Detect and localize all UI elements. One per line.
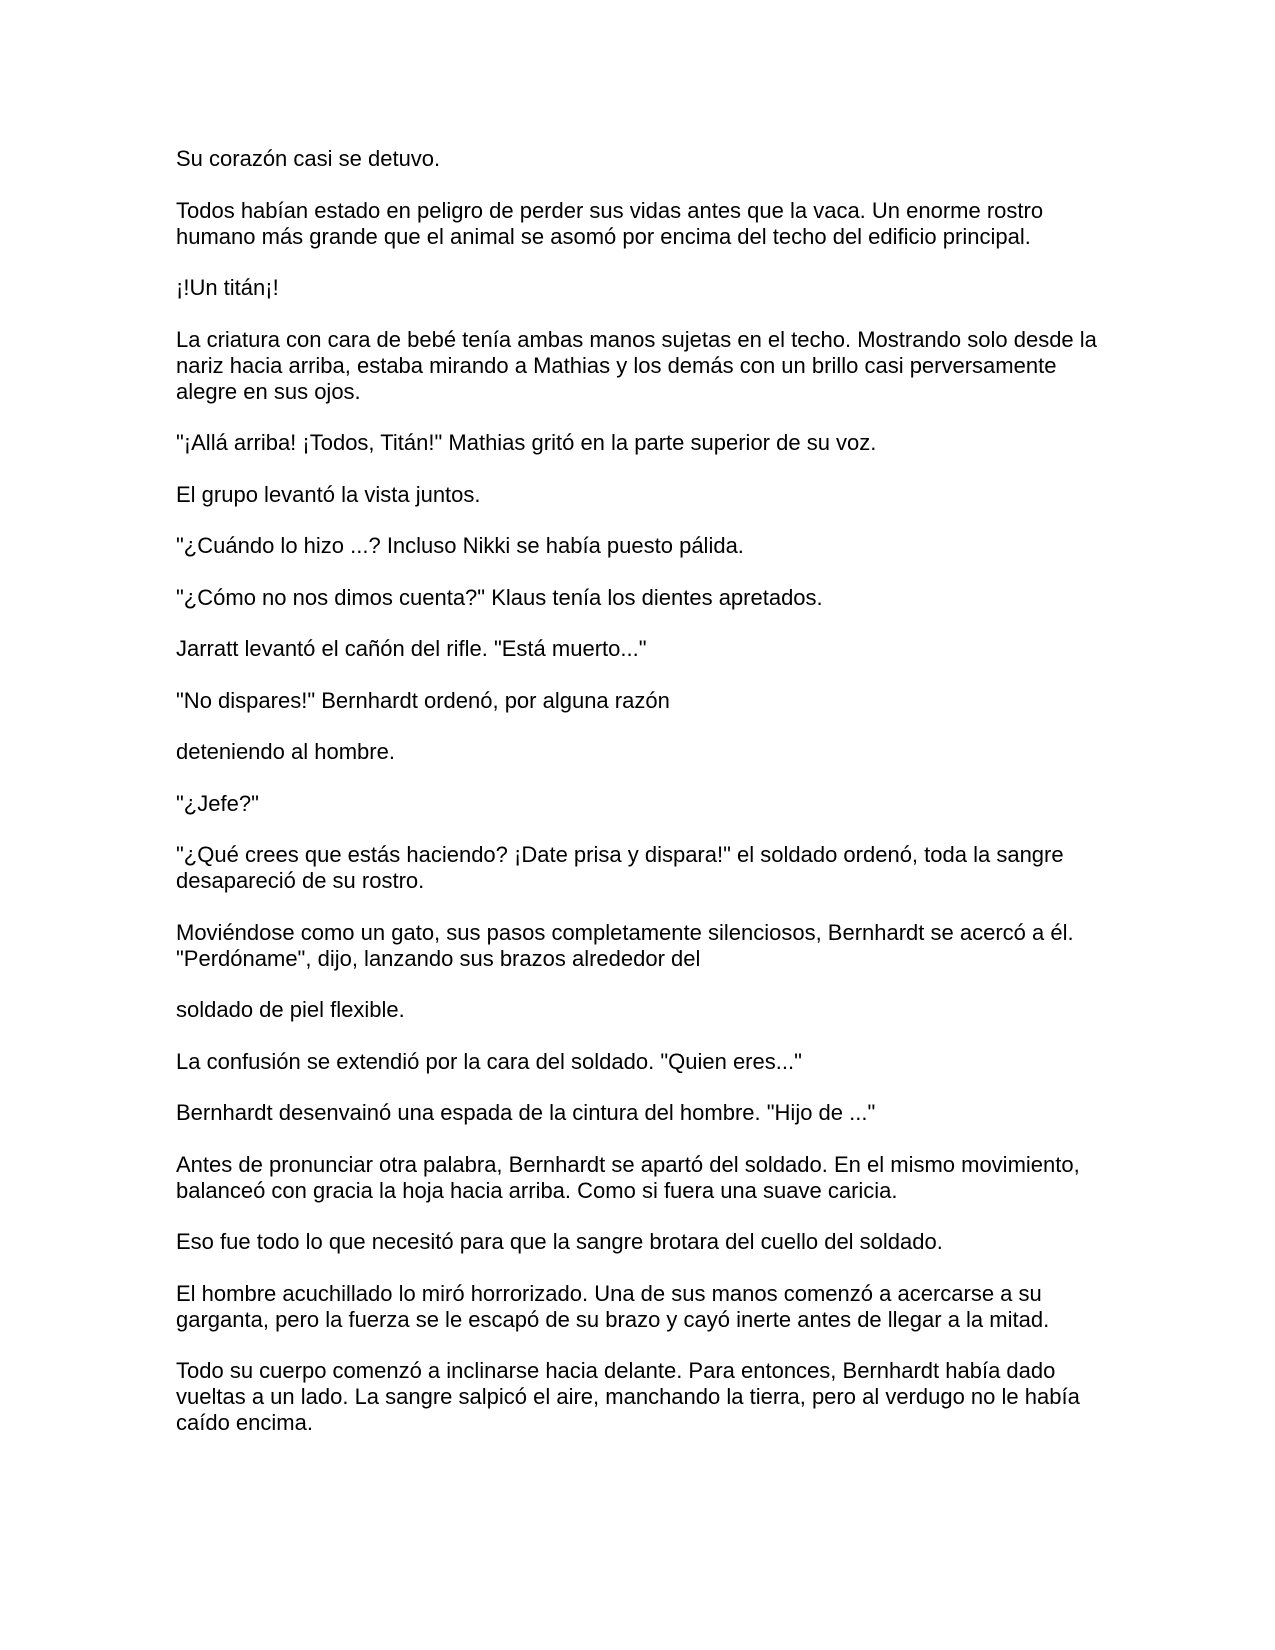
- paragraph-21: Todo su cuerpo comenzó a inclinarse hacia delante. Para entonces, Bernhardt había dado vueltas a un lado. La sangre salpicó el aire, manchando la tierra, pero al verdugo no le había caído encima.: [176, 1358, 1080, 1435]
- paragraph-15: soldado de piel flexible.: [176, 997, 405, 1022]
- paragraph-18: Antes de pronunciar otra palabra, Bernhardt se apartó del soldado. En el mismo movimiento, balanceó con gracia la hoja hacia arriba. Como si fuera una suave caricia.: [176, 1151, 1080, 1203]
- paragraph-6: El grupo levantó la vista juntos.: [176, 481, 481, 507]
- paragraph-19: Eso fue todo lo que necesitó para que la sangre brotara del cuello del soldado.: [176, 1229, 943, 1254]
- paragraph-1: Su corazón casi se detuvo.: [176, 146, 441, 171]
- paragraph-12: "¿Jefe?": [176, 790, 259, 816]
- paragraph-14: Moviéndose como un gato, sus pasos completamente silenciosos, Bernhardt se acercó a él. "Perdóname", dijo, lanzando sus brazos alrededor del: [176, 919, 1074, 971]
- paragraph-8: "¿Cómo no nos dimos cuenta?" Klaus tenía los dientes apretados.: [176, 584, 823, 610]
- paragraph-2: Todos habían estado en peligro de perder sus vidas antes que la vaca. Un enorme rostro humano más grande que el animal se asomó por encima del techo del edificio principal.: [176, 197, 1044, 249]
- paragraph-10: "No dispares!" Bernhardt ordenó, por alguna razón: [176, 687, 670, 713]
- paragraph-5: "¡Allá arriba! ¡Todos, Titán!" Mathias gritó en la parte superior de su voz.: [176, 430, 877, 455]
- paragraph-16: La confusión se extendió por la cara del soldado. "Quien eres...": [176, 1048, 802, 1074]
- paragraph-20: El hombre acuchillado lo miró horrorizado. Una de sus manos comenzó a acercarse a su garganta, pero la fuerza se le escapó de su brazo y cayó inerte antes de llegar a la mitad.: [176, 1280, 1050, 1332]
- paragraph-13: "¿Qué crees que estás haciendo? ¡Date prisa y dispara!" el soldado ordenó, toda la sangre desapareció de su rostro.: [176, 842, 1064, 893]
- paragraph-3: ¡!Un titán¡!: [176, 275, 279, 300]
- paragraph-11: deteniendo al hombre.: [176, 739, 395, 764]
- document-body: [176, 146, 1106, 1462]
- paragraph-4: La criatura con cara de bebé tenía ambas manos sujetas en el techo. Mostrando solo desde la nariz hacia arriba, estaba mirando a Mathias y los demás con un brillo casi perversamente alegre en sus ojos.: [176, 326, 1097, 404]
- paragraph-9: Jarratt levantó el cañón del rifle. "Está muerto...": [176, 636, 647, 661]
- paragraph-17: Bernhardt desenvainó una espada de la cintura del hombre. "Hijo de ...": [176, 1100, 876, 1125]
- paragraph-7: "¿Cuándo lo hizo ...? Incluso Nikki se había puesto pálida.: [176, 533, 744, 558]
